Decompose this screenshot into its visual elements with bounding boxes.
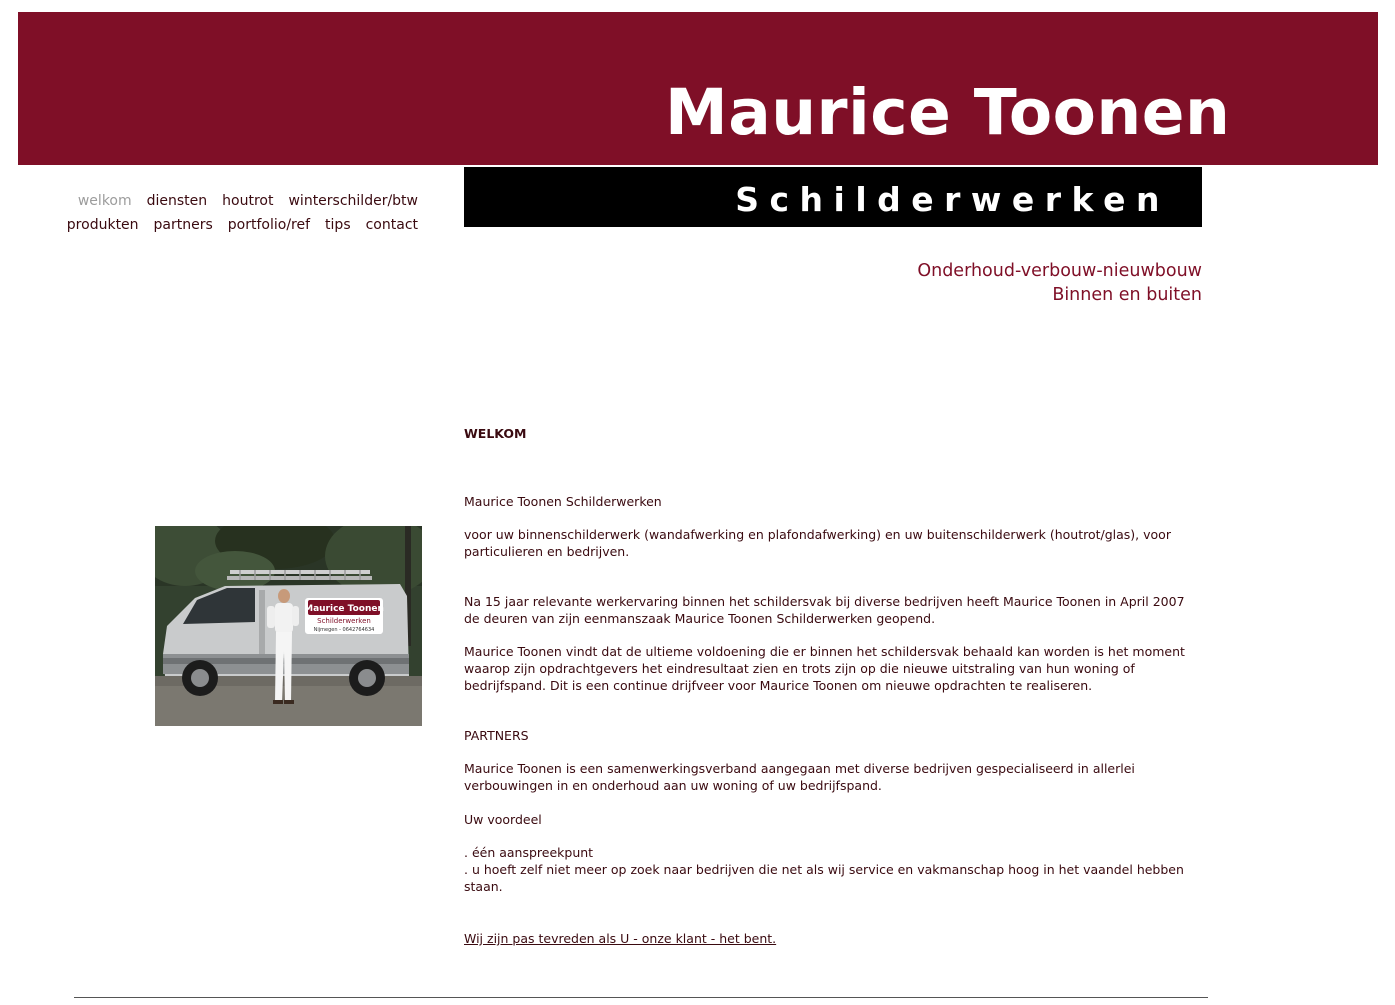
main-nav — [30, 189, 418, 237]
nav-item-tips[interactable]: tips — [325, 217, 351, 233]
nav-item-partners[interactable]: partners — [153, 217, 213, 233]
nav-item-houtrot[interactable]: houtrot — [222, 193, 274, 209]
footer-divider — [74, 997, 1208, 998]
intro-paragraph: voor uw binnenschilderwerk (wandafwerking en plafondafwerking) en uw buitenschilderwerk (houtrot/glas), voor particulieren en bedrijven. — [464, 527, 1171, 559]
nav-row-2 — [30, 213, 418, 237]
tagline-line-2: Binnen en buiten — [1052, 285, 1202, 305]
nav-item-welkom[interactable]: welkom — [77, 193, 132, 209]
advantage-heading: Uw voordeel — [464, 812, 542, 827]
van-sign-subtitle: Schilderwerken — [317, 617, 371, 625]
advantage-item-1: . één aanspreekpunt — [464, 845, 594, 860]
nav-row-1 — [30, 189, 418, 213]
partners-paragraph: Maurice Toonen is een samenwerkingsverband aangegaan met diverse bedrijven gespecialiseerd in allerlei verbouwingen in en onderhoud aan uw woning of uw bedrijfspand. — [464, 761, 1135, 793]
nav-item-portfolio-ref[interactable]: portfolio/ref — [227, 217, 311, 233]
nav-item-winterschilder-btw[interactable]: winterschilder/btw — [288, 193, 418, 209]
nav-item-diensten[interactable]: diensten — [146, 193, 208, 209]
site-subtitle: Schilderwerken — [735, 180, 1170, 219]
history-paragraph: Na 15 jaar relevante werkervaring binnen het schildersvak bij diverse bedrijven heeft Maurice Toonen in April 2007 de deuren van zijn eenmanszaak Maurice Toonen Schilderwerken geopend. — [464, 594, 1185, 626]
tagline — [700, 259, 1202, 307]
site-title: Maurice Toonen — [665, 76, 1231, 149]
van-sign-name: Maurice Toonen — [304, 604, 384, 614]
welcome-heading: WELKOM — [464, 426, 527, 441]
nav-item-produkten[interactable]: produkten — [66, 217, 139, 233]
tagline-line-1: Onderhoud-verbouw-nieuwbouw — [917, 261, 1202, 281]
company-name: Maurice Toonen Schilderwerken — [464, 494, 662, 509]
van-photo — [155, 526, 422, 726]
satisfaction-link[interactable]: Wij zijn pas tevreden als U - onze klant - het bent. — [464, 931, 777, 946]
partners-heading: PARTNERS — [464, 728, 529, 743]
van-sign-city: Nijmegen - 0642764634 — [313, 627, 375, 633]
mission-paragraph: Maurice Toonen vindt dat de ultieme voldoening die er binnen het schildersvak behaald kan worden is het moment waarop zijn opdrachtgevers het eindresultaat zien en trots zijn op die nieuwe uitstraling van hun woning of bedrijfspand. Dit is een continue drijfveer voor Maurice Toonen om nieuwe opdrachten te realiseren. — [464, 644, 1185, 693]
nav-item-contact[interactable]: contact — [365, 217, 418, 233]
advantage-item-2: . u hoeft zelf niet meer op zoek naar bedrijven die net als wij service en vakmanschap hoog in het vaandel hebben staan. — [464, 862, 1184, 894]
subtitle-bar — [464, 167, 1202, 227]
main-content — [464, 425, 1204, 947]
